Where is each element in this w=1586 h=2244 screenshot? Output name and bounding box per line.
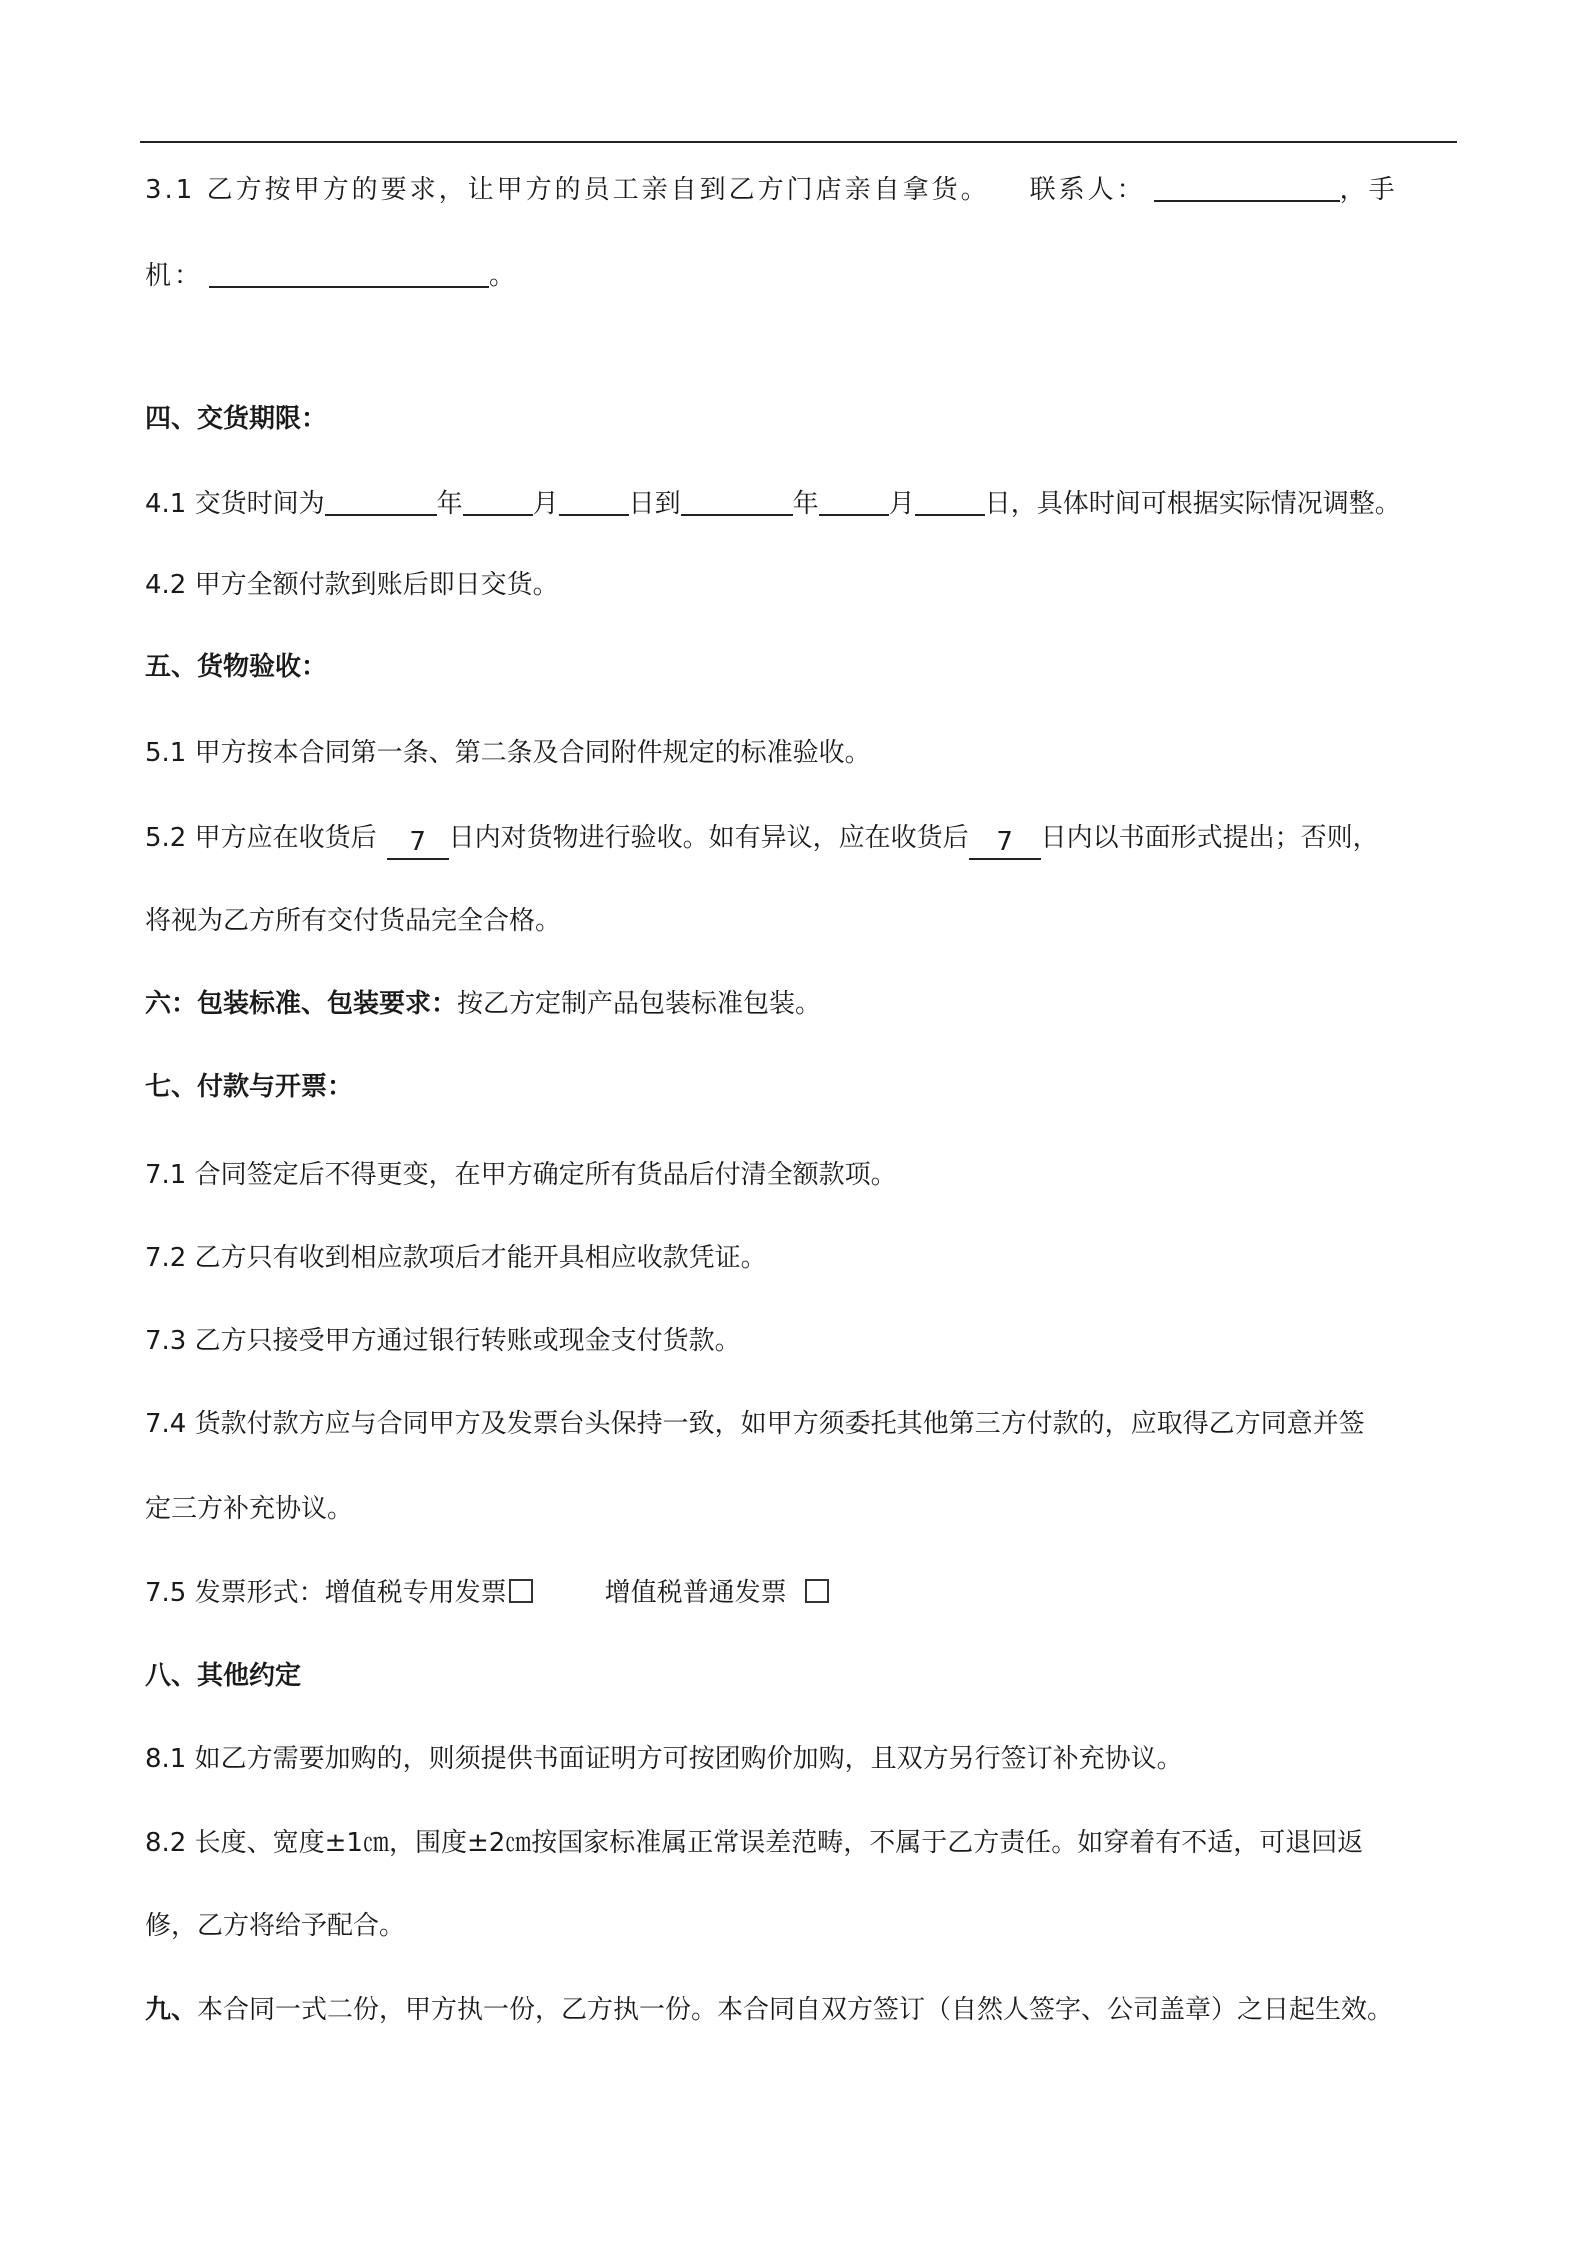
- section-8-heading: 八、其他约定: [145, 1661, 302, 1691]
- section-5-heading: 五、货物验收：: [145, 652, 328, 682]
- clause-8-2-line1: 8.2 长度、宽度±1㎝，围度±2㎝按国家标准属正常误差范畴，不属于乙方责任。如穿着有不适，可退回返: [145, 1828, 1364, 1858]
- start-day-field[interactable]: [559, 482, 629, 516]
- section-9-heading: 九、: [145, 1995, 198, 2025]
- top-divider: [140, 141, 1457, 143]
- unit-month-1: 月: [532, 489, 559, 519]
- clause-8-1: 8.1 如乙方需要加购的，则须提供书面证明方可按团购价加购，且双方另行签订补充协议。: [145, 1744, 1183, 1774]
- clause-5-2-part2: 日内对货物进行验收。如有异议，应在收货后: [448, 823, 969, 853]
- clause-3-1-line1: [145, 168, 1457, 210]
- contact-label: 联系人：: [1029, 175, 1146, 205]
- clause-5-2-part1: 5.2 甲方应在收货后: [145, 823, 377, 853]
- objection-days-field[interactable]: 7: [969, 826, 1041, 860]
- invoice-special-checkbox[interactable]: [509, 1579, 533, 1603]
- clause-5-2-line1: [145, 818, 1457, 860]
- end-day-field[interactable]: [915, 482, 985, 516]
- unit-month-2: 月: [888, 489, 915, 519]
- phone-label: 机：: [145, 261, 204, 291]
- contact-tail: ，手: [1339, 175, 1398, 205]
- unit-year-1: 年: [436, 489, 463, 519]
- invoice-type-label: 7.5 发票形式：: [145, 1578, 325, 1608]
- clause-4-2: 4.2 甲方全额付款到账后即日交货。: [145, 570, 559, 600]
- inspection-days-field[interactable]: 7: [387, 826, 449, 860]
- clause-4-1-suffix: 日，具体时间可根据实际情况调整。: [984, 489, 1401, 519]
- clause-3-1-line2: [145, 254, 1457, 296]
- section-9-text: 本合同一式二份，甲方执一份，乙方执一份。本合同自双方签订（自然人签字、公司盖章）之日起生效。: [197, 1995, 1394, 2025]
- clause-5-2-line2: 将视为乙方所有交付货品完全合格。: [145, 906, 562, 936]
- section-6-text: 按乙方定制产品包装标准包装。: [457, 989, 822, 1019]
- invoice-option-special: 增值税专用发票: [324, 1578, 507, 1608]
- invoice-option-general: 增值税普通发票: [604, 1578, 787, 1608]
- clause-5-1: 5.1 甲方按本合同第一条、第二条及合同附件规定的标准验收。: [145, 738, 871, 768]
- clause-4-1-prefix: 4.1 交货时间为: [145, 489, 325, 519]
- section-6-heading: 六：包装标准、包装要求：: [145, 989, 458, 1019]
- section-4-heading: 四、交货期限：: [145, 404, 328, 434]
- phone-field[interactable]: [209, 254, 489, 288]
- end-month-field[interactable]: [819, 482, 889, 516]
- clause-7-4-line1: 7.4 货款付款方应与合同甲方及发票台头保持一致，如甲方须委托其他第三方付款的，应取得乙方同意并签: [145, 1409, 1365, 1439]
- invoice-general-checkbox[interactable]: [805, 1579, 829, 1603]
- clause-8-2-line2: 修，乙方将给予配合。: [145, 1911, 406, 1941]
- clause-7-1: 7.1 合同签定后不得更变，在甲方确定所有货品后付清全额款项。: [145, 1160, 897, 1190]
- section-6: [145, 984, 1457, 1024]
- section-7-heading: 七、付款与开票：: [145, 1072, 354, 1102]
- clause-7-3: 7.3 乙方只接受甲方通过银行转账或现金支付货款。: [145, 1326, 741, 1356]
- unit-year-2: 年: [792, 489, 819, 519]
- unit-day-to: 日到: [628, 489, 681, 519]
- phone-tail: 。: [489, 261, 519, 291]
- clause-5-2-part3: 日内以书面形式提出；否则，: [1040, 823, 1379, 853]
- clause-7-2: 7.2 乙方只有收到相应款项后才能开具相应收款凭证。: [145, 1243, 767, 1273]
- section-9: [145, 1990, 1457, 2030]
- contact-field[interactable]: [1154, 168, 1340, 202]
- clause-7-5: [145, 1573, 1457, 1613]
- start-month-field[interactable]: [463, 482, 533, 516]
- end-year-field[interactable]: [681, 482, 793, 516]
- clause-4-1: [145, 482, 1457, 524]
- clause-7-4-line2: 定三方补充协议。: [145, 1494, 354, 1524]
- clause-3-1-text: 3.1 乙方按甲方的要求，让甲方的员工亲自到乙方门店亲自拿货。: [145, 175, 990, 205]
- start-year-field[interactable]: [325, 482, 437, 516]
